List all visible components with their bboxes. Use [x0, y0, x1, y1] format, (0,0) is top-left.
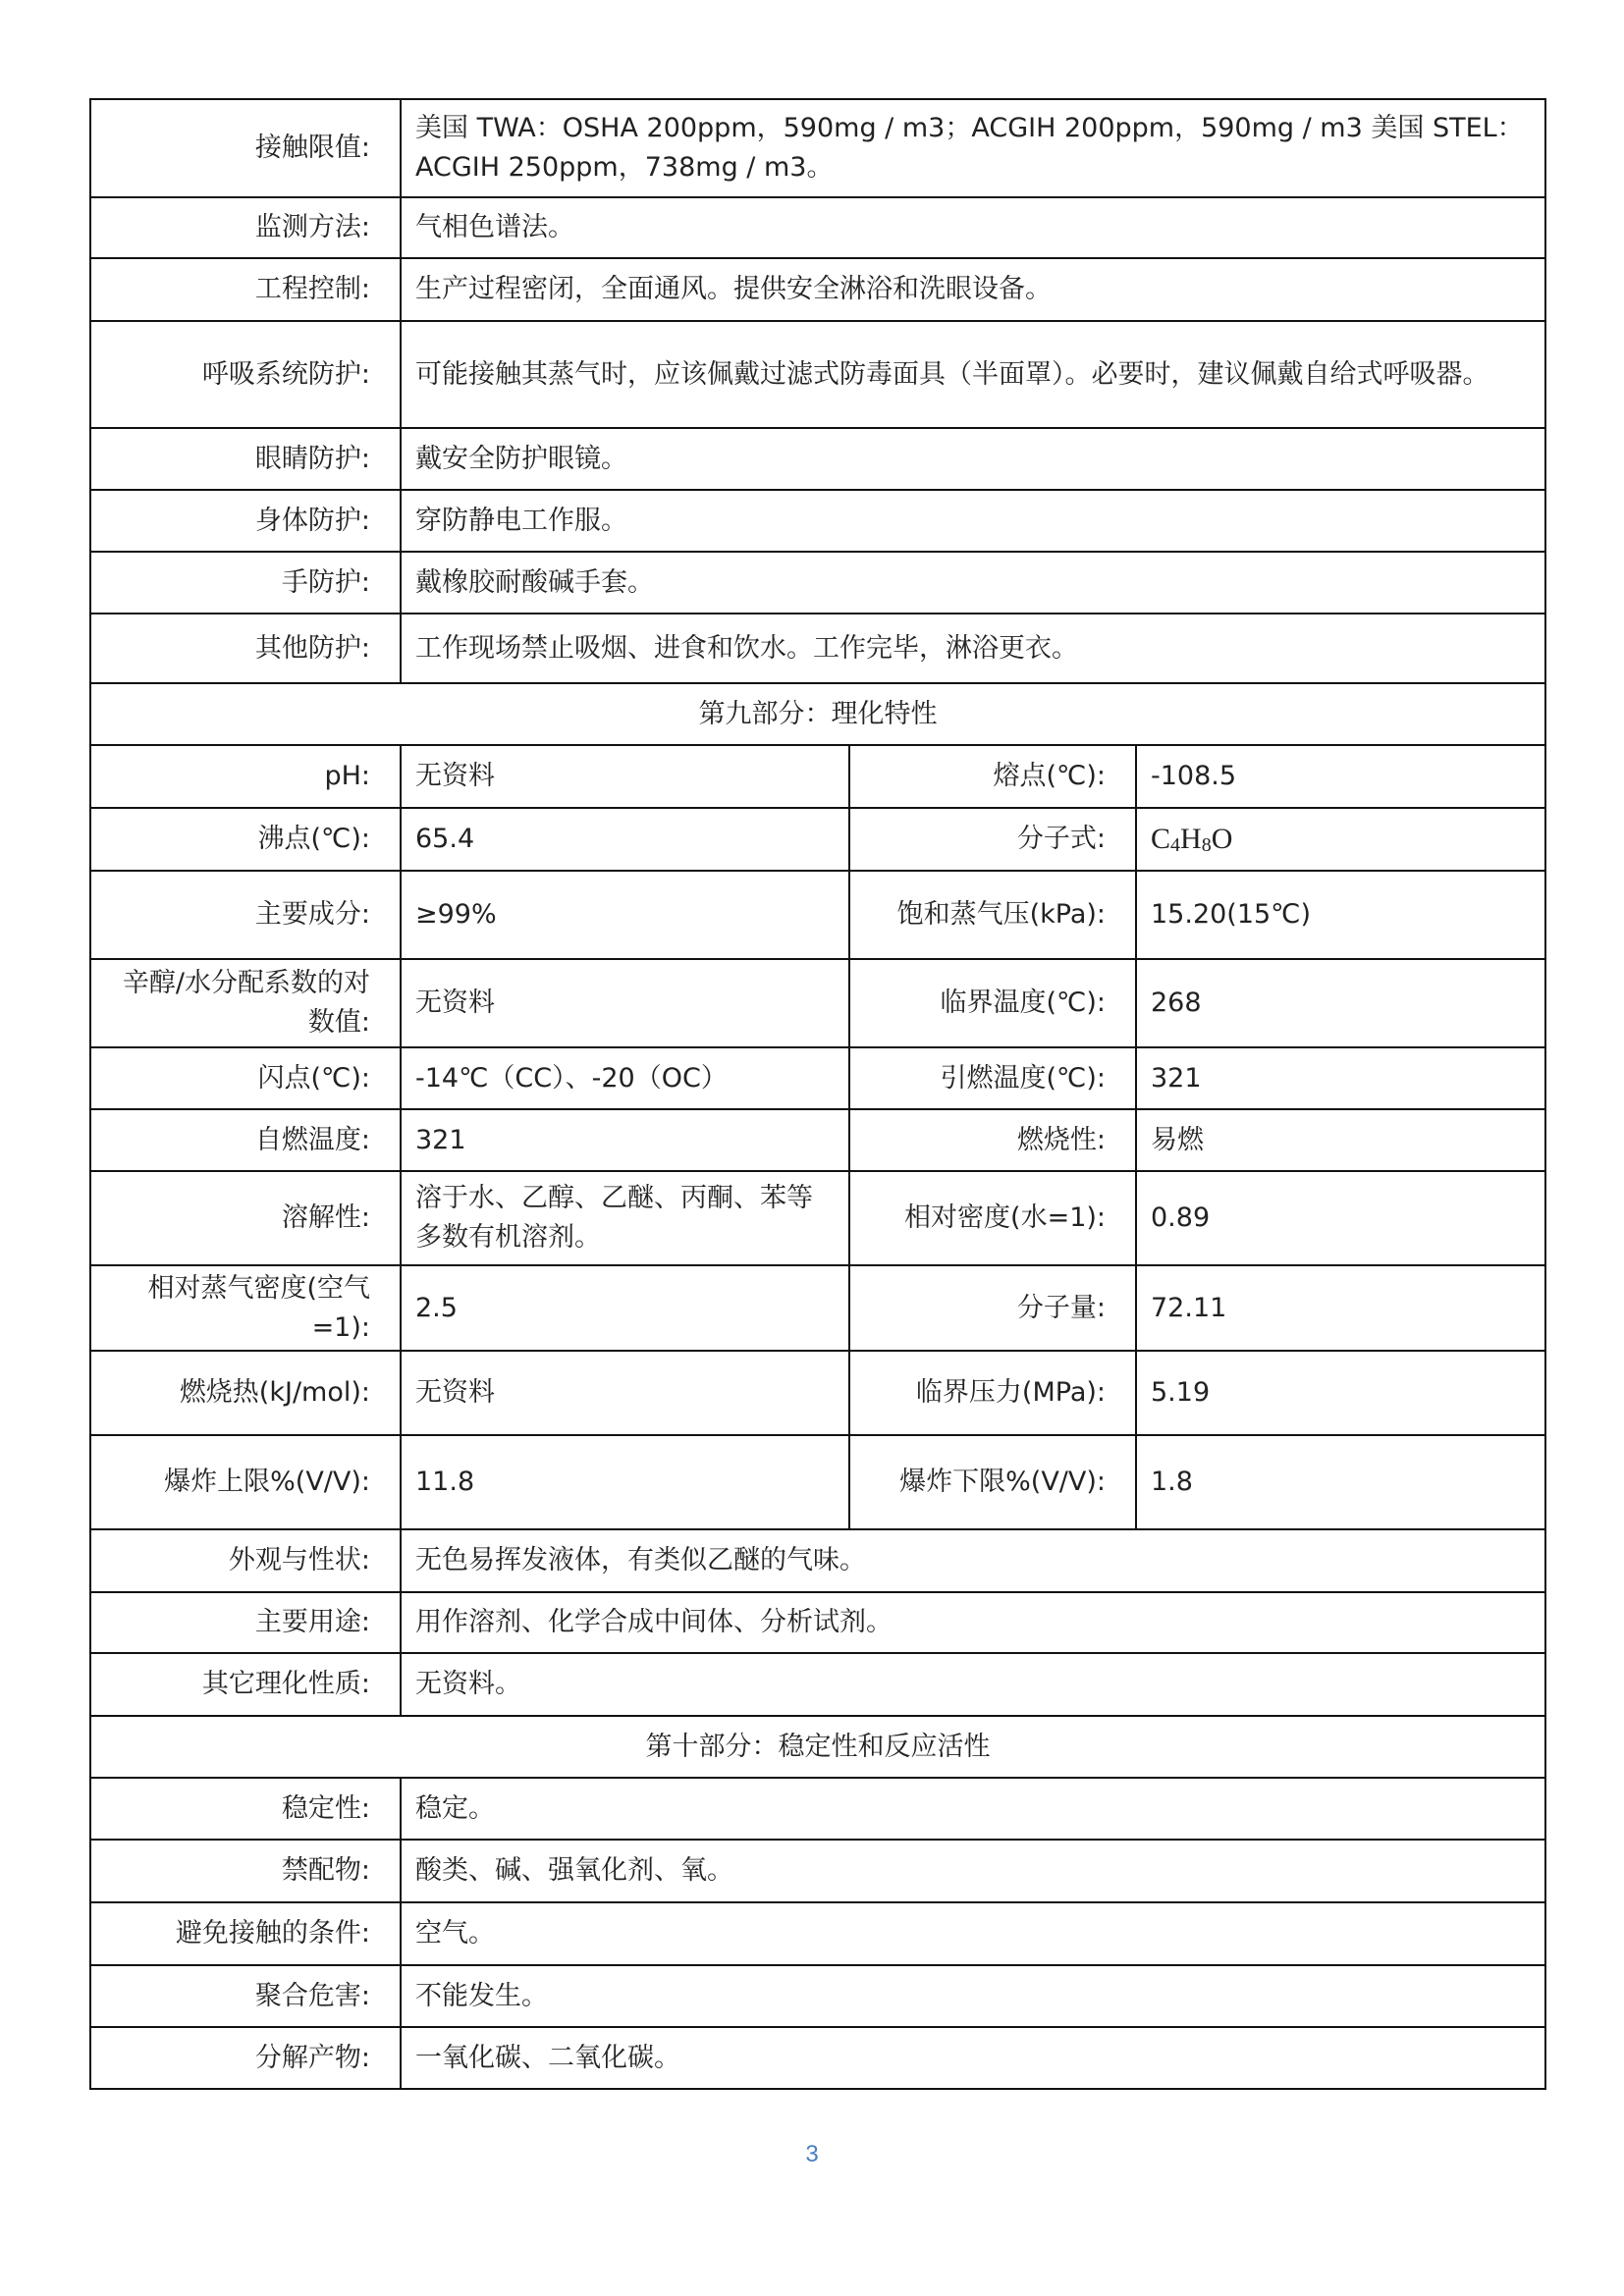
msds-table	[89, 98, 1546, 2090]
label-main-uses: 主要用途:	[90, 1592, 401, 1653]
property-row	[90, 745, 1545, 808]
property-label: 溶解性:	[90, 1171, 401, 1265]
property-value: 无资料	[401, 745, 849, 808]
property-row	[90, 1351, 1545, 1435]
property-value: 321	[401, 1109, 849, 1171]
property-value: 11.8	[401, 1435, 849, 1529]
property-label: 沸点(℃):	[90, 808, 401, 871]
property-label: 引燃温度(℃):	[849, 1047, 1136, 1109]
property-value: -14℃（CC）、-20（OC）	[401, 1047, 849, 1109]
value-appearance: 无色易挥发液体，有类似乙醚的气味。	[401, 1529, 1545, 1592]
property-value: 268	[1136, 959, 1545, 1047]
value-exposure-limits: 美国 TWA：OSHA 200ppm，590mg / m3；ACGIH 200ppm，590mg / m3 美国 STEL：ACGIH 250ppm，738mg / m3。	[401, 99, 1545, 197]
property-label: 主要成分:	[90, 871, 401, 959]
property-label: 爆炸上限%(V/V):	[90, 1435, 401, 1529]
row-main-uses	[90, 1592, 1545, 1653]
row-incompatibles	[90, 1840, 1545, 1902]
row-other-properties	[90, 1653, 1545, 1716]
value-decomposition-products: 一氧化碳、二氧化碳。	[401, 2027, 1545, 2089]
value-body-protection: 穿防静电工作服。	[401, 490, 1545, 552]
value-engineering-control: 生产过程密闭，全面通风。提供安全淋浴和洗眼设备。	[401, 258, 1545, 321]
section-9-title: 第九部分：理化特性	[90, 683, 1545, 745]
label-exposure-limits: 接触限值:	[90, 99, 401, 197]
section-9-header-row	[90, 683, 1545, 745]
property-value: -108.5	[1136, 745, 1545, 808]
label-appearance: 外观与性状:	[90, 1529, 401, 1592]
property-row	[90, 808, 1545, 871]
row-conditions-to-avoid	[90, 1902, 1545, 1965]
property-value: 0.89	[1136, 1171, 1545, 1265]
property-value: 2.5	[401, 1265, 849, 1351]
section-10-header-row	[90, 1716, 1545, 1778]
label-other-properties: 其它理化性质:	[90, 1653, 401, 1716]
property-value: 65.4	[401, 808, 849, 871]
property-label: 燃烧热(kJ/mol):	[90, 1351, 401, 1435]
page-number: 3	[805, 2141, 819, 2167]
value-other-properties: 无资料。	[401, 1653, 1545, 1716]
value-main-uses: 用作溶剂、化学合成中间体、分析试剂。	[401, 1592, 1545, 1653]
label-decomposition-products: 分解产物:	[90, 2027, 401, 2089]
property-row	[90, 1171, 1545, 1265]
label-conditions-to-avoid: 避免接触的条件:	[90, 1902, 401, 1965]
property-value: 72.11	[1136, 1265, 1545, 1351]
property-label: 熔点(℃):	[849, 745, 1136, 808]
row-engineering-control	[90, 258, 1545, 321]
row-eye-protection	[90, 428, 1545, 490]
row-other-protection	[90, 614, 1545, 683]
label-polymerization-hazard: 聚合危害:	[90, 1965, 401, 2027]
property-label: 相对密度(水=1):	[849, 1171, 1136, 1265]
property-label: 自燃温度:	[90, 1109, 401, 1171]
label-hand-protection: 手防护:	[90, 552, 401, 614]
label-stability: 稳定性:	[90, 1778, 401, 1840]
property-label: 分子式:	[849, 808, 1136, 871]
property-row	[90, 959, 1545, 1047]
property-label: 临界温度(℃):	[849, 959, 1136, 1047]
label-body-protection: 身体防护:	[90, 490, 401, 552]
property-label: 分子量:	[849, 1265, 1136, 1351]
value-incompatibles: 酸类、碱、强氧化剂、氧。	[401, 1840, 1545, 1902]
property-value: 15.20(15℃)	[1136, 871, 1545, 959]
row-monitoring-method	[90, 197, 1545, 258]
property-label: 饱和蒸气压(kPa):	[849, 871, 1136, 959]
property-row	[90, 1435, 1545, 1529]
label-eye-protection: 眼睛防护:	[90, 428, 401, 490]
value-monitoring-method: 气相色谱法。	[401, 197, 1545, 258]
value-hand-protection: 戴橡胶耐酸碱手套。	[401, 552, 1545, 614]
molecular-formula-value	[1136, 808, 1545, 871]
row-body-protection	[90, 490, 1545, 552]
row-stability	[90, 1778, 1545, 1840]
row-hand-protection	[90, 552, 1545, 614]
property-value: ≥99%	[401, 871, 849, 959]
row-respiratory-protection	[90, 321, 1545, 428]
label-other-protection: 其他防护:	[90, 614, 401, 683]
property-value: 溶于水、乙醇、乙醚、丙酮、苯等多数有机溶剂。	[401, 1171, 849, 1265]
property-value: 5.19	[1136, 1351, 1545, 1435]
value-other-protection: 工作现场禁止吸烟、进食和饮水。工作完毕，淋浴更衣。	[401, 614, 1545, 683]
property-label: 临界压力(MPa):	[849, 1351, 1136, 1435]
section-10-title: 第十部分：稳定性和反应活性	[90, 1716, 1545, 1778]
property-value: 无资料	[401, 1351, 849, 1435]
molecular-formula: $C_4H_8O$	[1151, 822, 1233, 856]
row-exposure-limits	[90, 99, 1545, 197]
property-value: 1.8	[1136, 1435, 1545, 1529]
value-stability: 稳定。	[401, 1778, 1545, 1840]
label-incompatibles: 禁配物:	[90, 1840, 401, 1902]
property-label: 燃烧性:	[849, 1109, 1136, 1171]
row-decomposition-products	[90, 2027, 1545, 2089]
property-value: 易燃	[1136, 1109, 1545, 1171]
property-row	[90, 871, 1545, 959]
property-label: 辛醇/水分配系数的对数值:	[90, 959, 401, 1047]
property-value: 无资料	[401, 959, 849, 1047]
property-label: 相对蒸气密度(空气=1):	[90, 1265, 401, 1351]
property-row	[90, 1109, 1545, 1171]
property-label: pH:	[90, 745, 401, 808]
label-monitoring-method: 监测方法:	[90, 197, 401, 258]
label-engineering-control: 工程控制:	[90, 258, 401, 321]
property-row	[90, 1265, 1545, 1351]
property-row	[90, 1047, 1545, 1109]
property-label: 闪点(℃):	[90, 1047, 401, 1109]
property-value: 321	[1136, 1047, 1545, 1109]
value-conditions-to-avoid: 空气。	[401, 1902, 1545, 1965]
label-respiratory-protection: 呼吸系统防护:	[90, 321, 401, 428]
value-eye-protection: 戴安全防护眼镜。	[401, 428, 1545, 490]
row-polymerization-hazard	[90, 1965, 1545, 2027]
value-polymerization-hazard: 不能发生。	[401, 1965, 1545, 2027]
row-appearance	[90, 1529, 1545, 1592]
property-label: 爆炸下限%(V/V):	[849, 1435, 1136, 1529]
value-respiratory-protection: 可能接触其蒸气时，应该佩戴过滤式防毒面具（半面罩）。必要时，建议佩戴自给式呼吸器。	[401, 321, 1545, 428]
